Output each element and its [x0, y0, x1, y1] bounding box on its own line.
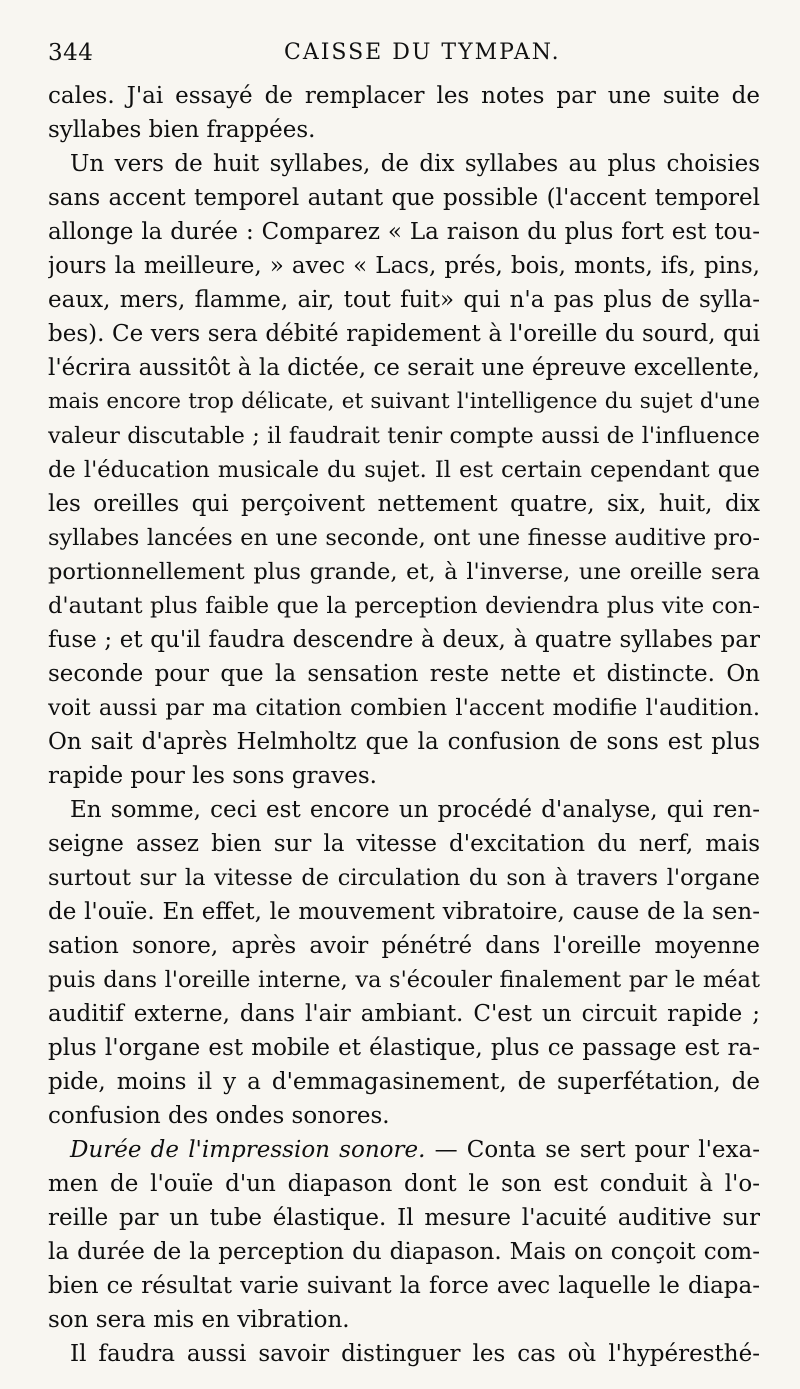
text-line: voit aussi par ma citation combien l'accent modifie l'audition.: [48, 695, 760, 721]
paragraph-analyse: [48, 793, 760, 1133]
text-line: eaux, mers, flamme, air, tout fuit» qui n'a pas plus de sylla-: [48, 287, 760, 313]
text-line: pide, moins il y a d'emmagasinement, de superfétation, de: [48, 1069, 760, 1095]
lead-rest-text: — Conta se sert pour l'exa-: [425, 1137, 760, 1163]
text-line: valeur discutable ; il faudrait tenir compte aussi de l'influence: [48, 423, 760, 449]
text-line: bes). Ce vers sera débité rapidement à l'oreille du sourd, qui: [48, 321, 760, 347]
paragraph-continuation: [48, 79, 760, 147]
text-line: cales. J'ai essayé de remplacer les notes par une suite de: [48, 83, 760, 109]
paragraph-duree: [48, 1133, 760, 1337]
text-line: surtout sur la vitesse de circulation du son à travers l'organe: [48, 865, 760, 891]
text-line: son sera mis en vibration.: [48, 1307, 350, 1333]
paragraph-vers: [48, 147, 760, 793]
text-line: jours la meilleure, » avec « Lacs, prés, bois, monts, ifs, pins,: [48, 253, 760, 279]
text-line: la durée de la perception du diapason. Mais on conçoit com-: [48, 1239, 760, 1265]
text-line: de l'ouïe. En effet, le mouvement vibratoire, cause de la sen-: [48, 899, 760, 925]
text-line: portionnellement plus grande, et, à l'inverse, une oreille sera: [48, 559, 760, 585]
page-number: 344: [48, 40, 94, 66]
text-line: sans accent temporel autant que possible (l'accent temporel: [48, 185, 760, 211]
text-line: confusion des ondes sonores.: [48, 1103, 390, 1129]
text-line: reille par un tube élastique. Il mesure l'acuité auditive sur: [48, 1205, 760, 1231]
text-line: mais encore trop délicate, et suivant l'intelligence du sujet d'une: [48, 389, 760, 414]
text-line: Il faudra aussi savoir distinguer les cas où l'hypéresthé-: [70, 1341, 760, 1367]
running-title: CAISSE DU TYMPAN.: [284, 40, 561, 65]
text-line: fuse ; et qu'il faudra descendre à deux, à quatre syllabes par: [48, 627, 760, 653]
text-line: puis dans l'oreille interne, va s'écouler finalement par le méat: [48, 967, 760, 993]
text-line: Un vers de huit syllabes, de dix syllabes au plus choisies: [70, 151, 760, 177]
text-line: bien ce résultat varie suivant la force avec laquelle le diapa-: [48, 1273, 760, 1299]
text-line: rapide pour les sons graves.: [48, 763, 377, 789]
text-line: syllabes bien frappées.: [48, 117, 316, 143]
section-lead-italic: Durée de l'impression sonore.: [70, 1137, 426, 1163]
text-line: de l'éducation musicale du sujet. Il est certain cependant que: [48, 457, 760, 483]
text-line: seigne assez bien sur la vitesse d'excitation du nerf, mais: [48, 831, 760, 857]
text-line: men de l'ouïe d'un diapason dont le son est conduit à l'o-: [48, 1171, 760, 1197]
body-text: [48, 79, 760, 1371]
text-line: En somme, ceci est encore un procédé d'analyse, qui ren-: [70, 797, 760, 823]
text-line: sation sonore, après avoir pénétré dans l'oreille moyenne: [48, 933, 760, 959]
text-line: seconde pour que la sensation reste nette et distincte. On: [48, 661, 760, 687]
page-header: [48, 36, 760, 76]
text-line: syllabes lancées en une seconde, ont une finesse auditive pro-: [48, 525, 760, 551]
paragraph-hyperesthesie: [48, 1337, 760, 1371]
text-line: On sait d'après Helmholtz que la confusion de sons est plus: [48, 729, 760, 755]
text-line: auditif externe, dans l'air ambiant. C'est un circuit rapide ;: [48, 1001, 760, 1027]
text-line: les oreilles qui perçoivent nettement quatre, six, huit, dix: [48, 491, 760, 517]
text-line: [48, 1133, 760, 1167]
text-line: l'écrira aussitôt à la dictée, ce serait une épreuve excellente,: [48, 355, 760, 381]
text-line: d'autant plus faible que la perception deviendra plus vite con-: [48, 593, 760, 619]
text-line: allonge la durée : Comparez « La raison du plus fort est tou-: [48, 219, 760, 245]
text-line: plus l'organe est mobile et élastique, plus ce passage est ra-: [48, 1035, 760, 1061]
